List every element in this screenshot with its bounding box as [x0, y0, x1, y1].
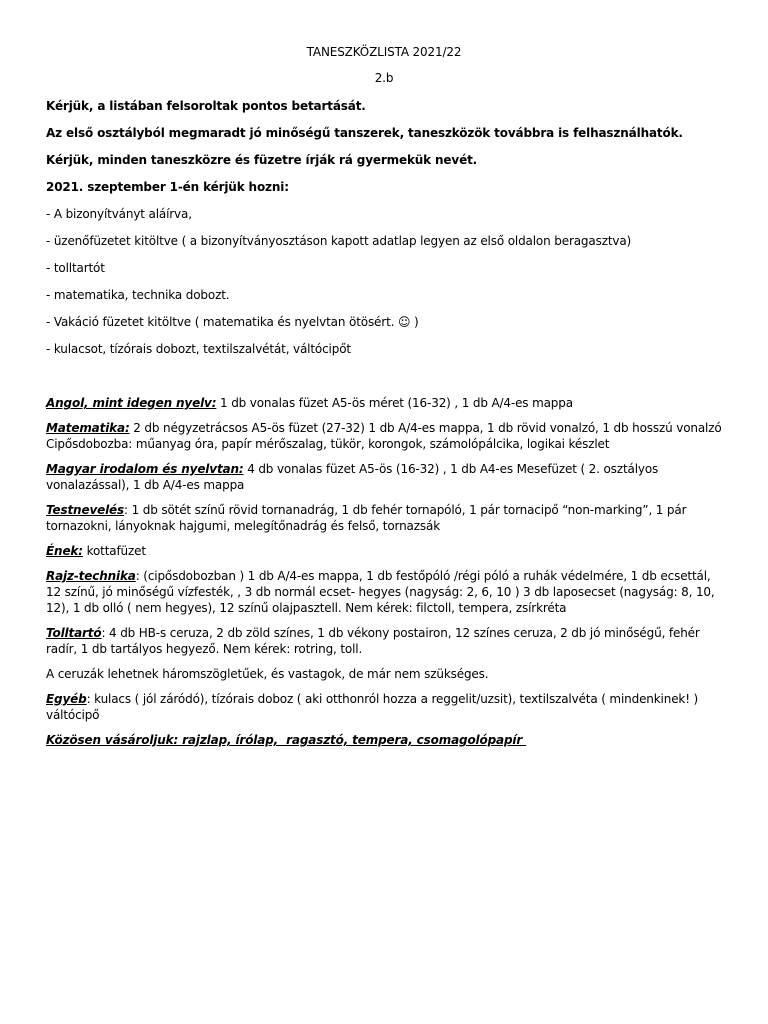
- subject-text: 4 db vonalas füzet A5-ös (16-32) , 1 db A4-es Mesefüzet ( 2. osztályos vonalazással), 1 db A/4-es mappa: [46, 462, 659, 492]
- note-1: Kérjük, a listában felsoroltak pontos betartását.: [46, 99, 366, 113]
- subject-name: Ének:: [46, 544, 83, 558]
- document-title: TANESZKÖZLISTA 2021/22: [306, 45, 462, 59]
- subject-hungarian: [46, 461, 722, 493]
- bring-item-5: - Vakáció füzetet kitöltve ( matematika és nyelvtan ötösért. ☺ ): [46, 315, 419, 329]
- bring-item-6: - kulacsot, tízórais dobozt, textilszalvétát, váltócipőt: [46, 342, 351, 356]
- shared-purchase: Közösen vásároljuk: rajzlap, írólap, ragasztó, tempera, csomagolópapír: [46, 733, 527, 747]
- subject-name: Magyar irodalom és nyelvtan:: [46, 462, 244, 476]
- subject-text: : 1 db sötét színű rövid tornanadrág, 1 db fehér tornapóló, 1 pár tornacipő “non-marking”, 1 pár tornazokni, lányoknak hajgumi, melegítőnadrág és felső, tornazsák: [46, 503, 687, 533]
- other-text: : kulacs ( jól záródó), tízórais doboz ( aki otthonról hozza a reggelit/uzsit), textilszalvéta ( mindenkinek! ) váltócipő: [46, 692, 699, 722]
- other-items: [46, 691, 722, 723]
- subject-singing: [46, 543, 722, 559]
- subject-art: [46, 568, 722, 616]
- subject-name: Testnevelés: [46, 503, 125, 517]
- subject-name: Matematika:: [46, 421, 130, 435]
- bring-item-2: - üzenőfüzetet kitöltve ( a bizonyítványosztáson kapott adatlap legyen az első oldalon beragasztva): [46, 234, 632, 248]
- note-4: 2021. szeptember 1-én kérjük hozni:: [46, 180, 289, 194]
- pencil-note: A ceruzák lehetnek háromszögletűek, és vastagok, de már nem szükséges.: [46, 667, 489, 681]
- subject-name: Angol, mint idegen nyelv:: [46, 396, 217, 410]
- subject-text: : (cipősdobozban ) 1 db A/4-es mappa, 1 db festőpóló /régi póló a ruhák védelmére, 1 db ecsettál, 12 színű, jó minőségű vízfesték, , 3 db normál ecset- hegyes (nagyság: 2, 6, 10 ) 3 db laposecset (nagyság: 8, 10, 12), 1 db olló ( nem hegyes), 12 színű olajpasztell. Nem kérek: filctoll, tempera, zsírkréta: [46, 569, 715, 615]
- subject-name: Rajz-technika: [46, 569, 136, 583]
- bring-item-4: - matematika, technika dobozt.: [46, 288, 230, 302]
- subject-text: : 4 db HB-s ceruza, 2 db zöld színes, 1 db vékony postairon, 12 színes ceruza, 2 db jó minőségű, fehér radír, 1 db tartályos hegyező. Nem kérek: rotring, toll.: [46, 626, 700, 656]
- subject-pencil-case: [46, 625, 722, 657]
- note-3: Kérjük, minden taneszközre és füzetre írják rá gyermekük nevét.: [46, 153, 478, 167]
- other-name: Egyéb: [46, 692, 87, 706]
- subject-name: Tolltartó: [46, 626, 102, 640]
- class-label: 2.b: [374, 71, 394, 85]
- subject-math: [46, 420, 722, 452]
- subject-text: 2 db négyzetrácsos A5-ös füzet (27-32) 1 db A/4-es mappa, 1 db rövid vonalzó, 1 db hosszú vonalzó Cipősdobozba: műanyag óra, papír mérőszalag, tükör, korongok, számolópálcika, logikai készlet: [46, 421, 722, 451]
- subject-english: [46, 395, 722, 411]
- subject-pe: [46, 502, 722, 534]
- subject-text: 1 db vonalas füzet A5-ös méret (16-32) , 1 db A/4-es mappa: [216, 396, 573, 410]
- subject-text: kottafüzet: [82, 544, 146, 558]
- bring-item-3: - tolltartót: [46, 261, 105, 275]
- note-2: Az első osztályból megmaradt jó minőségű tanszerek, taneszközök továbbra is felhasználhatók.: [46, 126, 683, 140]
- bring-item-1: - A bizonyítványt aláírva,: [46, 207, 192, 221]
